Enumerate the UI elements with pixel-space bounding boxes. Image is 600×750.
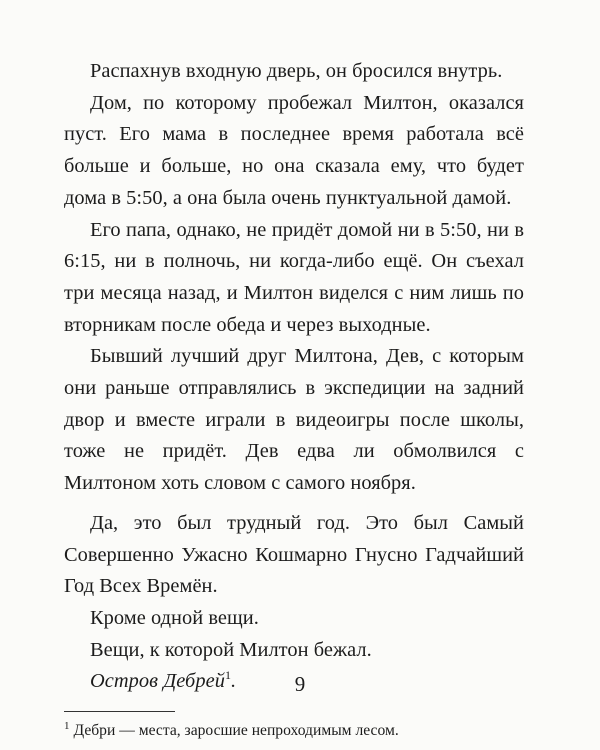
paragraph-8-island: Остров Дебрей$^1$. (90, 668, 237, 693)
footnote-reference[interactable]: 1 (224, 668, 232, 683)
paragraph-3: Его папа, однако, не придёт домой ни в 5:50, ни в 6:15, ни в полночь, ни когда-либо ещё. Он съехал три месяца назад, и Милтон виделся с ним лишь по вторникам после обеда и через выходные. (64, 218, 524, 336)
footnote-text: Дебри — места, заросшие непроходимым лесом. (73, 722, 399, 740)
paragraph-1: Распахнув входную дверь, он бросился внутрь. (90, 60, 503, 82)
island-title: Остров Дебрей (90, 670, 225, 693)
paragraph-4: Бывший лучший друг Милтона, Дев, с которым они раньше отправлялись в экспедиции на задний двор и вместе играли в видеоигры после школы, тоже не придёт. Дев едва ли обмолвился с Милтоном хоть словом с самого ноября. (64, 345, 524, 495)
book-page-body (64, 56, 524, 742)
footnote-separator (64, 711, 175, 712)
footnote-marker: 1 (64, 719, 70, 732)
paragraph-6: Кроме одной вещи. (90, 606, 259, 629)
paragraph-5: Да, это был трудный год. Это был Самый Совершенно Ужасно Кошмарно Гнусно Гадчайший Год Всех Времён. (64, 511, 524, 598)
paragraph-2: Дом, по которому пробежал Милтон, оказался пуст. Его мама в последнее время работала всё больше и больше, но она сказала ему, что будет дома в 5:50, а она была очень пунктуальной дамой. (64, 91, 524, 209)
page-number: 9 (294, 672, 306, 696)
footnote (64, 720, 524, 742)
paragraph-7: Вещи, к которой Милтон бежал. (90, 638, 372, 661)
